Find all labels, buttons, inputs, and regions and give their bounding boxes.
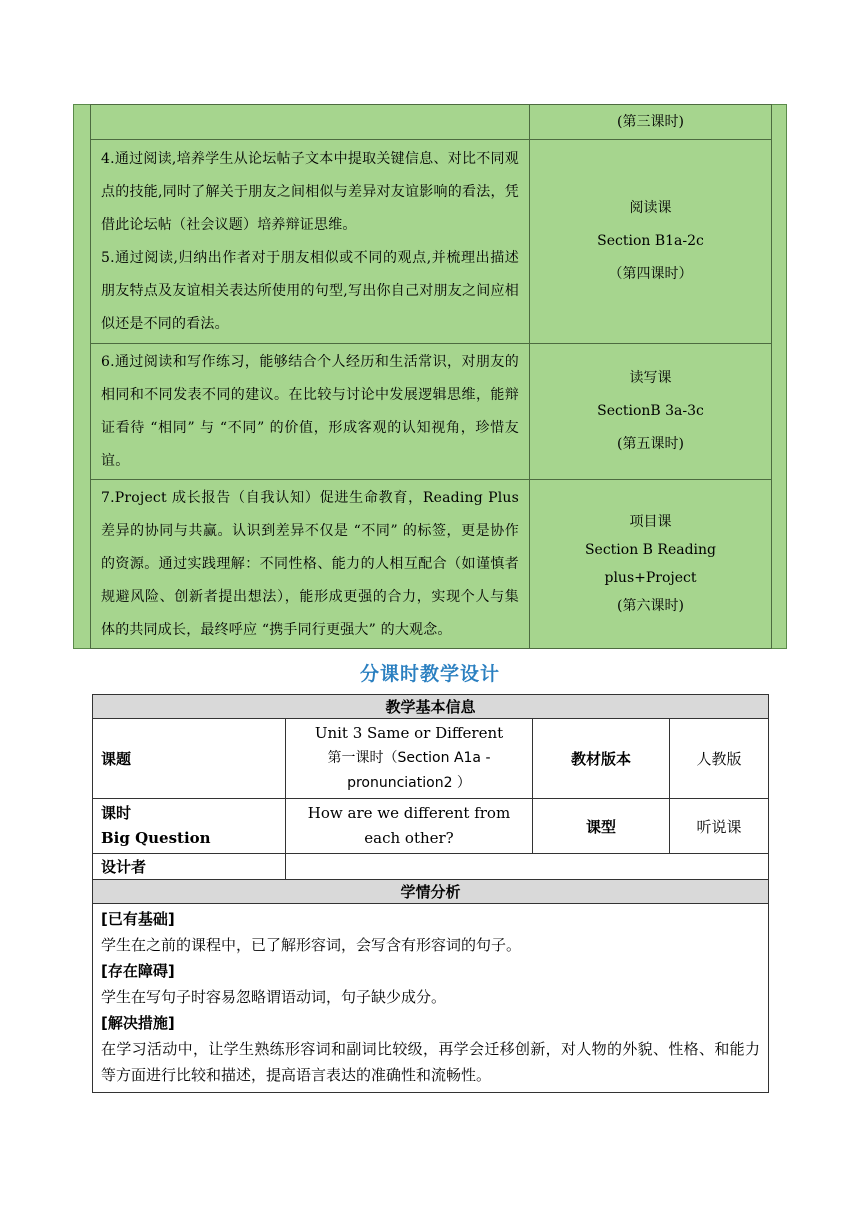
plan-row-2: [91, 140, 772, 344]
basic-info-table: [92, 694, 769, 1093]
plan-row-1: [91, 105, 772, 140]
lesson-period: (第六课时): [617, 598, 684, 614]
lesson-section: Section B Reading plus+Project: [584, 542, 717, 586]
analysis-heading: [解决措施]: [101, 1014, 175, 1032]
topic-line: pronunciation2 ）: [347, 775, 471, 791]
lesson-cell: [530, 480, 772, 649]
analysis-band: 学情分析: [93, 880, 769, 904]
basic-info-band: 教学基本信息: [93, 695, 769, 719]
basic-info-band-row: [93, 695, 769, 719]
analysis-heading: [存在障碍]: [101, 962, 175, 980]
topic-line: Unit 3 Same or Different: [314, 724, 504, 742]
edition-label: 教材版本: [533, 719, 670, 799]
edition-value: 人教版: [670, 719, 769, 799]
topic-line: 第一课时（Section A1a -: [327, 750, 491, 766]
plan-row-4: [91, 480, 772, 649]
big-question-label: Big Question: [101, 829, 211, 847]
lesson-line: (第三课时): [617, 113, 684, 130]
analysis-text: 学生在写句子时容易忽略谓语动词，句子缺少成分。: [101, 988, 447, 1006]
lesson-cell: [530, 344, 772, 480]
lesson-type: 读写课: [629, 370, 672, 386]
lesson-section: Section B1a-2c: [597, 233, 704, 249]
analysis-band-row: [93, 880, 769, 904]
lesson-type: 阅读课: [629, 200, 672, 216]
plan-row-3: [91, 344, 772, 480]
lesson-period: （第四课时）: [608, 266, 693, 282]
objective-text: 7.Project 成长报告（自我认知）促进生命教育，Reading Plus 差异的协同与共赢。认识到差异不仅是 “不同” 的标签，更是协作的资源。通过实践理解：不同性格、能力的人相互配合（如谨慎者规避风险、创新者提出想法），能形成更强的合力，实现个人与集体的共同成长，最终呼应 “携手同行更强大” 的大观念。: [101, 489, 519, 638]
analysis-text: 在学习活动中，让学生熟练形容词和副词比较级，再学会迁移创新，对人物的外貌、性格、和能力等方面进行比较和描述，提高语言表达的准确性和流畅性。: [101, 1040, 761, 1084]
objective-cell: [91, 480, 530, 649]
objective-text: 4.通过阅读,培养学生从论坛帖子文本中提取关键信息、对比不同观点的技能,同时了解关于朋友之间相似与差异对友谊影响的看法，凭借此论坛帖（社会议题）培养辩证思维。: [101, 150, 519, 233]
topic-label: 课题: [93, 719, 286, 799]
lesson-plan-table: [90, 104, 772, 649]
analysis-cell: [93, 904, 769, 1093]
lesson-type: 项目课: [629, 514, 672, 530]
lesson-cell: [530, 105, 772, 140]
type-label: 课型: [533, 799, 670, 854]
lesson-section: SectionB 3a-3c: [597, 403, 704, 419]
period-label-cell: [93, 799, 286, 854]
big-question-row: [93, 799, 769, 854]
analysis-row: [93, 904, 769, 1093]
objective-cell: [91, 344, 530, 480]
analysis-text: 学生在之前的课程中，已了解形容词，会写含有形容词的句子。: [101, 936, 522, 954]
analysis-heading: [已有基础]: [101, 910, 175, 928]
lesson-cell: [530, 140, 772, 344]
designer-value: [286, 854, 769, 880]
lesson-period: (第五课时): [617, 436, 684, 452]
type-value: 听说课: [670, 799, 769, 854]
section-heading: 分课时教学设计: [359, 663, 500, 685]
objective-text: 6.通过阅读和写作练习，能够结合个人经历和生活常识，对朋友的相同和不同发表不同的建议。在比较与讨论中发展逻辑思维，能辩证看待 “相同” 与 “不同” 的价值，形成客观的认知视角，珍惜友谊。: [101, 353, 519, 469]
topic-row: [93, 719, 769, 799]
designer-row: [93, 854, 769, 880]
objective-cell: [91, 105, 530, 140]
topic-value: [286, 719, 533, 799]
objective-text: 5.通过阅读,归纳出作者对于朋友相似或不同的观点,并梳理出描述朋友特点及友谊相关表达所使用的句型,写出你自己对朋友之间应相似还是不同的看法。: [101, 249, 519, 332]
objective-cell: [91, 140, 530, 344]
big-question-value: How are we different from each other?: [286, 799, 533, 854]
period-label: 课时: [101, 804, 132, 822]
designer-label: 设计者: [93, 854, 286, 880]
